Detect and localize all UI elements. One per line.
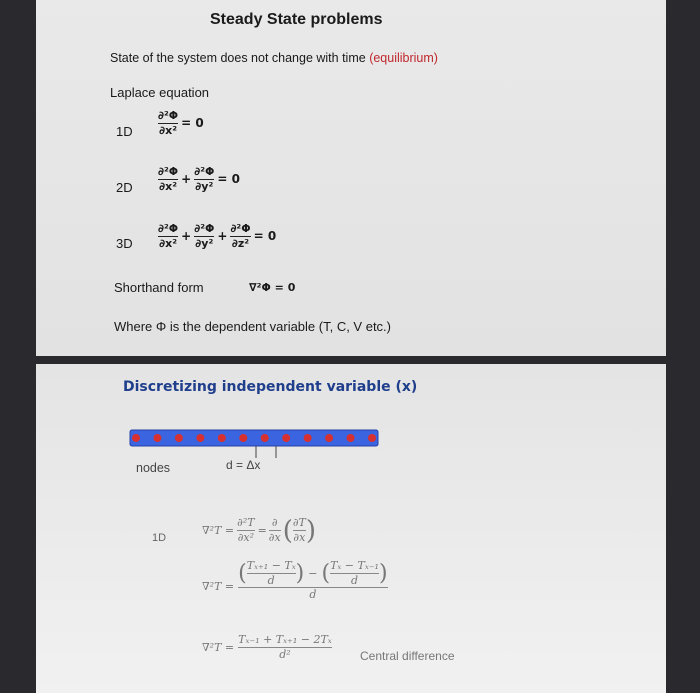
domain-bar xyxy=(130,430,378,446)
shorthand-equation: ∇²Φ = 0 xyxy=(249,281,296,294)
fraction: $\frac{\text{∂²Φ}}{\text{∂y²}}$ xyxy=(194,222,215,250)
where-text: Where Φ is the dependent variable (T, C, V etc.) xyxy=(114,319,391,334)
equation-central-difference: ∇²T = Tₓ₋₁ + Tₓ₊₁ − 2Tₓ d² xyxy=(202,633,332,662)
spacing-label: d = Δx xyxy=(226,458,261,472)
node xyxy=(325,434,333,442)
node xyxy=(304,434,312,442)
node xyxy=(239,434,247,442)
central-difference-label: Central difference xyxy=(360,649,455,663)
node-bar-diagram xyxy=(126,420,386,458)
slide-steady-state xyxy=(36,0,666,356)
node xyxy=(261,434,269,442)
nodes-label: nodes xyxy=(136,461,171,475)
equation-laplacian-1d: ∇²T = ∂²T ∂x² = ∂ ∂x ( ∂T ∂x ) xyxy=(202,515,317,546)
subtitle-main: State of the system does not change with time xyxy=(110,51,366,65)
node xyxy=(368,434,376,442)
slide-title: Discretizing independent variable (x) xyxy=(123,379,418,395)
fraction: $\frac{\text{∂²Φ}}{\text{∂x²}}$ xyxy=(158,165,179,193)
row-label-2d: 2D xyxy=(116,180,133,195)
node xyxy=(347,434,355,442)
node xyxy=(218,434,226,442)
row-label-1d: 1D xyxy=(116,124,133,139)
laplace-label: Laplace equation xyxy=(110,85,210,100)
node xyxy=(153,434,161,442)
row-label-3d: 3D xyxy=(116,236,133,251)
subtitle-equilibrium: (equilibrium) xyxy=(369,51,438,65)
node xyxy=(196,434,204,442)
equation-3d: $\frac{\text{∂²Φ}}{\text{∂x²}}$ + $\frac{\text{∂²Φ}}{\text{∂y²}}$ + $\frac{\text{∂²Φ}}{\text{∂z²}}$ = 0 xyxy=(158,222,277,250)
equation-finite-difference: ∇²T = ( Tₓ₊₁ − Tₓ d ) − ( Tₓ − Tₓ₋₁ d ) d xyxy=(202,559,388,602)
node xyxy=(175,434,183,442)
subtitle xyxy=(110,51,438,65)
equation-1d: $\frac{\text{∂²Φ}}{\text{∂x²}}$ = 0 xyxy=(158,109,204,137)
slide-title: Steady State problems xyxy=(210,11,383,28)
equation-2d: $\frac{\text{∂²Φ}}{\text{∂x²}}$ + $\frac{\text{∂²Φ}}{\text{∂y²}}$ = 0 xyxy=(158,165,240,193)
fraction: $\frac{\text{∂²Φ}}{\text{∂z²}}$ xyxy=(230,222,251,250)
shorthand-label: Shorthand form xyxy=(114,280,204,295)
slide-discretizing xyxy=(36,364,666,693)
node xyxy=(282,434,290,442)
fraction: $\frac{\text{∂²Φ}}{\text{∂x²}}$ xyxy=(158,109,179,137)
eq1-label: 1D xyxy=(152,532,167,544)
node xyxy=(132,434,140,442)
fraction: $\frac{\text{∂²Φ}}{\text{∂y²}}$ xyxy=(194,165,215,193)
fraction: $\frac{\text{∂²Φ}}{\text{∂x²}}$ xyxy=(158,222,179,250)
